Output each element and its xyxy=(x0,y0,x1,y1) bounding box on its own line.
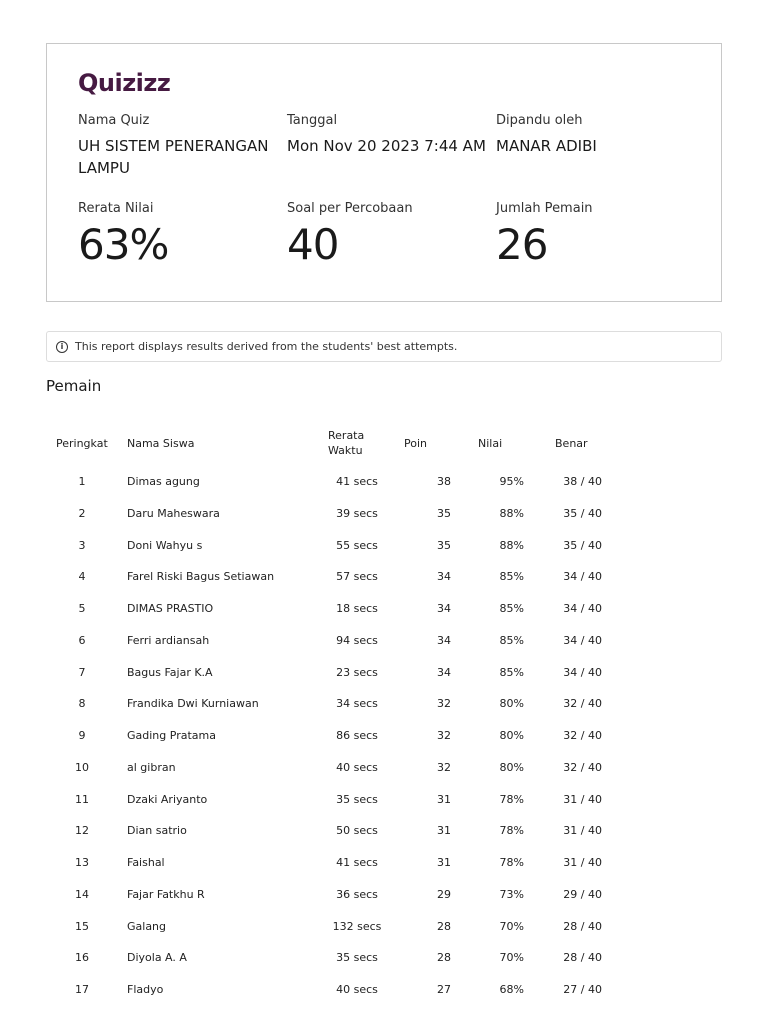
table-row xyxy=(46,885,666,905)
student-name-cell: Dzaki Ariyanto xyxy=(127,792,208,806)
correct-cell: 31 / 40 xyxy=(563,856,602,869)
best-attempt-notice xyxy=(46,331,722,362)
student-name-cell: Daru Maheswara xyxy=(127,506,220,520)
student-name-cell: Dimas agung xyxy=(127,475,200,488)
correct-cell: 31 / 40 xyxy=(563,824,602,838)
student-name-cell: Gading Pratama xyxy=(127,729,216,742)
correct-cell: 31 / 40 xyxy=(563,792,602,806)
avg-time-cell: 36 secs xyxy=(336,887,378,901)
avg-time-cell: 41 secs xyxy=(336,856,378,869)
questions-stat xyxy=(287,200,487,270)
avg-time-cell: 35 secs xyxy=(336,951,378,965)
table-row xyxy=(46,694,666,714)
points-cell: 31 xyxy=(437,856,451,869)
table-row xyxy=(46,663,666,683)
quizizz-logo: Quizizz xyxy=(78,69,171,97)
date-value: Mon Nov 20 2023 7:44 AM xyxy=(287,137,486,155)
score-cell: 85% xyxy=(499,602,524,615)
student-name-cell: Fajar Fatkhu R xyxy=(127,887,205,901)
rank-cell: 12 xyxy=(75,824,89,838)
points-cell: 27 xyxy=(437,983,451,996)
table-row xyxy=(46,726,666,746)
players-value: 26 xyxy=(496,220,548,269)
rank-cell: 2 xyxy=(78,506,86,520)
host-field xyxy=(496,112,696,157)
correct-cell: 34 / 40 xyxy=(563,570,602,584)
table-row xyxy=(46,980,666,1000)
col-header-points: Poin xyxy=(404,437,427,450)
avg-time-cell: 34 secs xyxy=(336,697,378,711)
host-label: Dipandu oleh xyxy=(496,113,583,128)
student-name-cell: Ferri ardiansah xyxy=(127,633,210,647)
correct-cell: 35 / 40 xyxy=(563,538,602,552)
notice-text: This report displays results derived from the students' best attempts. xyxy=(75,340,458,353)
table-row xyxy=(46,536,666,556)
quiz-name-value: UH SISTEM PENERANGAN LAMPU xyxy=(78,137,269,177)
avg-time-cell: 41 secs xyxy=(336,475,378,488)
student-name-cell: Frandika Dwi Kurniawan xyxy=(127,697,259,711)
avg-score-stat xyxy=(78,200,278,270)
correct-cell: 34 / 40 xyxy=(563,665,602,679)
points-cell: 31 xyxy=(437,824,451,838)
rank-cell: 9 xyxy=(78,729,86,742)
table-row xyxy=(46,758,666,778)
student-name-cell: Faishal xyxy=(127,856,165,869)
players-section-title: Pemain xyxy=(46,377,102,395)
score-cell: 95% xyxy=(499,475,524,488)
correct-cell: 34 / 40 xyxy=(563,633,602,647)
score-cell: 70% xyxy=(499,951,524,965)
rank-cell: 16 xyxy=(75,951,89,965)
student-name-cell: Fladyo xyxy=(127,983,164,996)
players-label: Jumlah Pemain xyxy=(496,201,593,216)
questions-label: Soal per Percobaan xyxy=(287,201,413,216)
correct-cell: 28 / 40 xyxy=(563,919,602,933)
rank-cell: 14 xyxy=(75,887,89,901)
score-cell: 88% xyxy=(499,506,524,520)
avg-time-cell: 40 secs xyxy=(336,983,378,996)
table-row xyxy=(46,472,666,492)
avg-time-cell: 23 secs xyxy=(336,665,378,679)
col-header-rank: Peringkat xyxy=(56,437,108,450)
points-cell: 31 xyxy=(437,792,451,806)
student-name-cell: Dian satrio xyxy=(127,824,187,838)
table-row xyxy=(46,853,666,873)
rank-cell: 5 xyxy=(78,602,86,615)
score-cell: 80% xyxy=(499,697,524,711)
points-cell: 34 xyxy=(437,602,451,615)
correct-cell: 38 / 40 xyxy=(563,475,602,488)
avg-time-cell: 57 secs xyxy=(336,570,378,584)
table-row xyxy=(46,821,666,841)
col-header-correct: Benar xyxy=(555,437,588,450)
student-name-cell: Galang xyxy=(127,919,167,933)
rank-cell: 7 xyxy=(78,665,86,679)
student-name-cell: Bagus Fajar K.A xyxy=(127,665,213,679)
rank-cell: 15 xyxy=(75,919,89,933)
student-name-cell: Doni Wahyu s xyxy=(127,538,203,552)
rank-cell: 1 xyxy=(78,475,86,488)
date-label: Tanggal xyxy=(287,113,338,128)
avg-time-cell: 132 secs xyxy=(332,919,382,933)
score-cell: 70% xyxy=(499,919,524,933)
avg-score-label: Rerata Nilai xyxy=(78,201,154,216)
rank-cell: 13 xyxy=(75,856,89,869)
rank-cell: 8 xyxy=(78,697,86,711)
quiz-name-label: Nama Quiz xyxy=(78,113,150,128)
score-cell: 68% xyxy=(499,983,524,996)
points-cell: 38 xyxy=(437,475,451,488)
avg-score-value: 63% xyxy=(78,220,169,269)
correct-cell: 28 / 40 xyxy=(563,951,602,965)
correct-cell: 27 / 40 xyxy=(563,983,602,996)
score-cell: 85% xyxy=(499,665,524,679)
quiz-name-field xyxy=(78,112,278,179)
avg-time-cell: 94 secs xyxy=(336,633,378,647)
avg-time-cell: 86 secs xyxy=(336,729,378,742)
score-cell: 85% xyxy=(499,633,524,647)
correct-cell: 35 / 40 xyxy=(563,506,602,520)
student-name-cell: al gibran xyxy=(127,760,176,774)
avg-time-cell: 40 secs xyxy=(336,760,378,774)
correct-cell: 32 / 40 xyxy=(563,760,602,774)
col-header-time-line1: Rerata xyxy=(328,429,365,442)
correct-cell: 32 / 40 xyxy=(563,697,602,711)
student-name-cell: DIMAS PRASTIO xyxy=(127,602,214,615)
correct-cell: 29 / 40 xyxy=(563,887,602,901)
table-row xyxy=(46,504,666,524)
points-cell: 34 xyxy=(437,633,451,647)
table-row xyxy=(46,917,666,937)
points-cell: 32 xyxy=(437,697,451,711)
players-stat xyxy=(496,200,696,270)
points-cell: 32 xyxy=(437,760,451,774)
student-name-cell: Farel Riski Bagus Setiawan xyxy=(127,570,275,584)
avg-time-cell: 50 secs xyxy=(336,824,378,838)
col-header-time-line2: Waktu xyxy=(328,444,363,457)
correct-cell: 32 / 40 xyxy=(563,729,602,742)
rank-cell: 6 xyxy=(78,633,86,647)
avg-time-cell: 55 secs xyxy=(336,538,378,552)
rank-cell: 3 xyxy=(78,538,86,552)
points-cell: 28 xyxy=(437,951,451,965)
points-cell: 34 xyxy=(437,570,451,584)
avg-time-cell: 35 secs xyxy=(336,792,378,806)
quiz-summary-card xyxy=(46,43,722,302)
score-cell: 80% xyxy=(499,729,524,742)
score-cell: 78% xyxy=(499,856,524,869)
avg-time-cell: 39 secs xyxy=(336,506,378,520)
points-cell: 28 xyxy=(437,919,451,933)
table-row xyxy=(46,790,666,810)
rank-cell: 11 xyxy=(75,792,89,806)
col-header-name: Nama Siswa xyxy=(127,437,195,450)
score-cell: 85% xyxy=(499,570,524,584)
points-cell: 29 xyxy=(437,887,451,901)
rank-cell: 4 xyxy=(78,570,86,584)
table-row xyxy=(46,567,666,587)
table-row xyxy=(46,599,666,619)
rank-cell: 17 xyxy=(75,983,89,996)
avg-time-cell: 18 secs xyxy=(336,602,378,615)
host-value: MANAR ADIBI xyxy=(496,137,597,155)
score-cell: 80% xyxy=(499,760,524,774)
info-icon: i xyxy=(56,341,68,353)
col-header-time xyxy=(328,428,364,458)
points-cell: 35 xyxy=(437,538,451,552)
date-field xyxy=(287,112,487,157)
points-cell: 32 xyxy=(437,729,451,742)
score-cell: 78% xyxy=(499,792,524,806)
points-cell: 34 xyxy=(437,665,451,679)
score-cell: 78% xyxy=(499,824,524,838)
col-header-score: Nilai xyxy=(478,437,503,450)
rank-cell: 10 xyxy=(75,760,89,774)
score-cell: 88% xyxy=(499,538,524,552)
questions-value: 40 xyxy=(287,220,339,269)
table-row xyxy=(46,948,666,968)
score-cell: 73% xyxy=(499,887,524,901)
student-name-cell: Diyola A. A xyxy=(127,951,187,965)
points-cell: 35 xyxy=(437,506,451,520)
correct-cell: 34 / 40 xyxy=(563,602,602,615)
table-row xyxy=(46,631,666,651)
